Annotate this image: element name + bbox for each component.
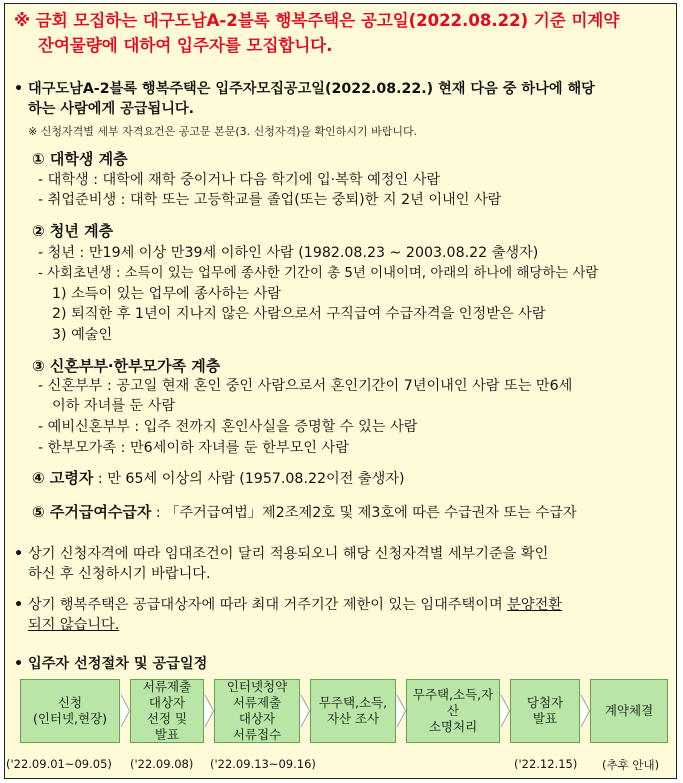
supply-note: ※ 신청자격별 세부 자격요건은 공고문 본문(3. 신청자격)을 확인하시기 바랍니다. <box>28 125 418 138</box>
bullet-dot-icon: • <box>14 81 24 97</box>
step-date: ('22.12.15) <box>514 757 578 771</box>
supply-line1: 대구도남A-2블록 행복주택은 입주자모집공고일(2022.08.22.) 현재 다음 중 하나에 해당 <box>28 81 595 97</box>
list-item: - 청년 : 만19세 이상 만39세 이하인 사람 (1982.08.23 ~ 2003.08.22 출생자) <box>38 245 539 261</box>
list-item: 3) 예술인 <box>52 327 113 343</box>
list-item: - 예비신혼부부 : 입주 전까지 혼인사실을 증명할 수 있는 사람 <box>38 419 418 435</box>
arrow-right-icon <box>204 694 213 728</box>
process-title: 입주자 선정절차 및 공급일정 <box>28 656 208 672</box>
step-label: 당첨자 발표 <box>526 695 564 726</box>
arrow-right-icon <box>500 694 509 728</box>
notice-line2: 잔여물량에 대하여 입주자를 모집합니다. <box>38 36 333 55</box>
step-label: 서류제출 대상자 선정 및 발표 <box>142 679 192 742</box>
process-flow <box>0 676 683 776</box>
notice-line1: ※ 금회 모집하는 대구도남A-2블록 행복주택은 공고일(2022.08.22) 기준 미계약 <box>14 11 620 30</box>
supply-line2: 하는 사람에게 공급됩니다. <box>28 100 195 117</box>
arrow-right-icon <box>580 694 589 728</box>
list-item: - 한부모가족 : 만6세이하 자녀를 둔 한부모인 사람 <box>38 440 349 456</box>
section-title: ⑤ 주거급여수급자 <box>32 503 152 521</box>
step-date: (추후 안내) <box>602 758 660 772</box>
step-asset-survey <box>310 679 396 743</box>
list-item: 이하 자녀를 둔 사람 <box>52 398 176 414</box>
section-title: ① 대학생 계층 <box>32 150 128 168</box>
arrow-right-icon <box>300 694 309 728</box>
section-text: : 「주거급여법」제2조제2호 및 제3호에 따른 수급권자 또는 수급자 <box>151 505 577 521</box>
section-title: ④ 고령자 <box>32 469 94 487</box>
note-underline: 분양전환 <box>507 597 562 613</box>
step-label: 인터넷청약 서류제출 대상자 서류접수 <box>226 679 288 742</box>
bullet-dot-icon: • <box>14 597 24 613</box>
step-label: 계약체결 <box>604 703 654 718</box>
section-text: : 만 65세 이상의 사람 (1957.08.22이전 출생자) <box>93 471 405 487</box>
list-item: 2) 퇴직한 후 1년이 지나지 않은 사람으로서 구직급여 수급자격을 인정받은 사람 <box>52 306 546 322</box>
arrow-right-icon <box>120 694 129 728</box>
notice-header <box>14 8 674 58</box>
note-line: 하신 후 신청하시기 바랍니다. <box>28 565 211 582</box>
arrow-right-icon <box>396 694 405 728</box>
step-label: 무주택,소득,자산 소명처리 <box>412 687 494 734</box>
step-clarification <box>406 679 500 743</box>
list-item: - 대학생 : 대학에 재학 중이거나 다음 학기에 입·복학 예정인 사람 <box>38 172 441 188</box>
note-underline: 되지 않습니다. <box>28 616 120 633</box>
bullet-dot-icon: • <box>14 546 24 562</box>
step-label: 신청 (인터넷,현장) <box>32 695 108 726</box>
step-apply <box>20 679 120 743</box>
list-item: 1) 소득이 있는 업무에 종사하는 사람 <box>52 286 281 302</box>
step-date: ('22.09.13~09.16) <box>210 757 316 771</box>
section-title: ③ 신혼부부·한부모가족 계층 <box>32 357 221 375</box>
step-document-selection <box>130 679 204 743</box>
section-title: ② 청년 계층 <box>32 222 114 240</box>
list-item: - 신혼부부 : 공고일 현재 혼인 중인 사람으로서 혼인기간이 7년이내인 사람 또는 만6세 <box>38 378 573 394</box>
list-item: - 취업준비생 : 대학 또는 고등학교를 졸업(또는 중퇴)한 지 2년 이내인 사람 <box>38 192 502 208</box>
list-item: - 사회초년생 : 소득이 있는 업무에 종사한 기간이 총 5년 이내이며, 아래의 하나에 해당하는 사람 <box>38 266 599 281</box>
step-winner-announcement <box>510 679 580 743</box>
step-date: ('22.09.08) <box>130 757 194 771</box>
step-label: 무주택,소득, 자산 조사 <box>318 695 388 726</box>
step-document-intake <box>214 679 300 743</box>
step-contract <box>590 679 668 743</box>
note-line: 상기 신청자격에 따라 임대조건이 달리 적용되오니 해당 신청자격별 세부기준을 확인 <box>28 546 549 562</box>
bullet-dot-icon: • <box>14 656 24 672</box>
step-date: ('22.09.01~09.05) <box>6 757 112 771</box>
note-line: 상기 행복주택은 공급대상자에 따라 최대 거주기간 제한이 있는 임대주택이며 <box>28 597 508 613</box>
